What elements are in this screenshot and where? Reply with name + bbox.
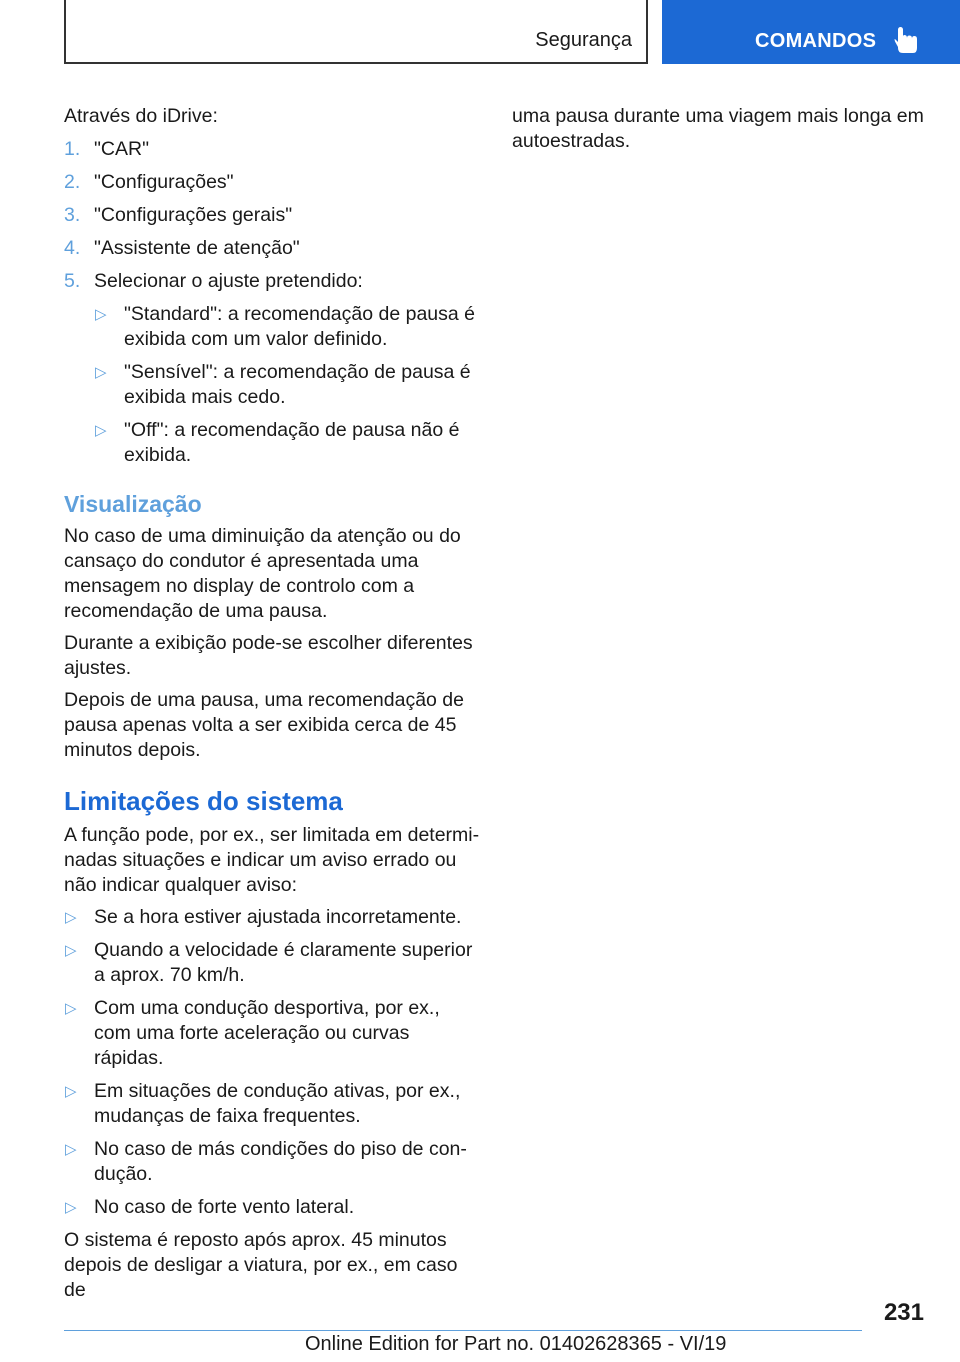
step-item bbox=[64, 203, 480, 228]
header-section-title: Segurança bbox=[535, 29, 632, 51]
step-text: Selecionar o ajuste pretendido: bbox=[94, 270, 363, 292]
continuation-paragraph: uma pausa durante uma viagem mais longa em autoestradas. bbox=[512, 105, 924, 152]
idrive-steps bbox=[64, 137, 480, 468]
header-chapter-tab bbox=[662, 0, 960, 64]
option-item: ▷ "Standard": a recomendação de pausa é exibida com um valor definido. bbox=[95, 303, 475, 350]
pointing-hand-icon bbox=[894, 26, 920, 54]
setting-options bbox=[94, 302, 480, 468]
visualization-heading: Visualização bbox=[64, 491, 202, 517]
triangle-bullet-icon: ▷ bbox=[65, 1141, 77, 1158]
step-number: 4. bbox=[64, 237, 81, 259]
triangle-bullet-icon: ▷ bbox=[95, 364, 107, 381]
paragraph: No caso de uma diminuição da atenção ou do cansaço do condutor é apresentada uma mensagem no display de controlo com a recomendação de uma pausa. bbox=[64, 525, 461, 622]
step-number: 5. bbox=[64, 270, 81, 292]
limitations-intro: A função pode, por ex., ser limitada em determinadas situações e indicar um aviso errado ou não indicar qualquer aviso: bbox=[64, 824, 480, 896]
step-number: 2. bbox=[64, 171, 81, 193]
header-chapter-title: COMANDOS bbox=[755, 30, 877, 52]
header-section-box bbox=[64, 0, 648, 64]
step-item bbox=[64, 269, 480, 468]
limitations-closing: O sistema é reposto após aprox. 45 minutos depois de desligar a viatura, por ex., em caso de bbox=[64, 1229, 458, 1301]
limitation-item: ▷ Quando a velocidade é claramente superior a aprox. 70 km/h. bbox=[65, 939, 473, 986]
limitation-item: ▷ Em situações de condução ativas, por ex., mudanças de faixa frequentes. bbox=[65, 1080, 461, 1127]
page-number: 231 bbox=[883, 1299, 924, 1326]
triangle-bullet-icon: ▷ bbox=[95, 422, 107, 439]
step-number: 3. bbox=[64, 204, 81, 226]
limitation-item: ▷ Se a hora estiver ajustada incorretamente. bbox=[65, 906, 462, 928]
step-number: 1. bbox=[64, 138, 81, 160]
triangle-bullet-icon: ▷ bbox=[65, 1000, 77, 1017]
step-text: "CAR" bbox=[94, 138, 150, 160]
limitations-heading: Limitações do sistema bbox=[64, 786, 343, 816]
limitation-item: ▷ No caso de más condições do piso de condução. bbox=[65, 1138, 467, 1185]
step-text: "Configurações gerais" bbox=[94, 204, 293, 226]
option-item: ▷ "Off": a recomendação de pausa não é exibida. bbox=[95, 419, 460, 466]
limitations-list bbox=[64, 905, 480, 1220]
triangle-bullet-icon: ▷ bbox=[65, 942, 77, 959]
triangle-bullet-icon: ▷ bbox=[65, 1199, 77, 1216]
right-column bbox=[512, 104, 928, 161]
step-text: "Configurações" bbox=[94, 171, 234, 193]
footer-divider bbox=[64, 1330, 862, 1331]
limitation-item: ▷ No caso de forte vento lateral. bbox=[65, 1196, 355, 1218]
step-text: "Assistente de atenção" bbox=[94, 237, 300, 259]
triangle-bullet-icon: ▷ bbox=[65, 909, 77, 926]
triangle-bullet-icon: ▷ bbox=[65, 1083, 77, 1100]
limitation-item: ▷ Com uma condução desportiva, por ex., com uma forte aceleração ou curvas rápidas. bbox=[65, 997, 440, 1069]
step-item bbox=[64, 170, 480, 195]
left-column bbox=[64, 104, 480, 1310]
paragraph: Depois de uma pausa, uma recomendação de pausa apenas volta a ser exibida cerca de 45 minutos depois. bbox=[64, 689, 464, 761]
step-item bbox=[64, 137, 480, 162]
idrive-intro: Através do iDrive: bbox=[64, 105, 218, 127]
triangle-bullet-icon: ▷ bbox=[95, 306, 107, 323]
paragraph: Durante a exibição pode-se escolher diferentes ajustes. bbox=[64, 632, 473, 679]
edition-info: Online Edition for Part no. 01402628365 - VI/19 bbox=[305, 1333, 727, 1355]
option-item: ▷ "Sensível": a recomendação de pausa é exibida mais cedo. bbox=[95, 361, 471, 408]
step-item bbox=[64, 236, 480, 261]
